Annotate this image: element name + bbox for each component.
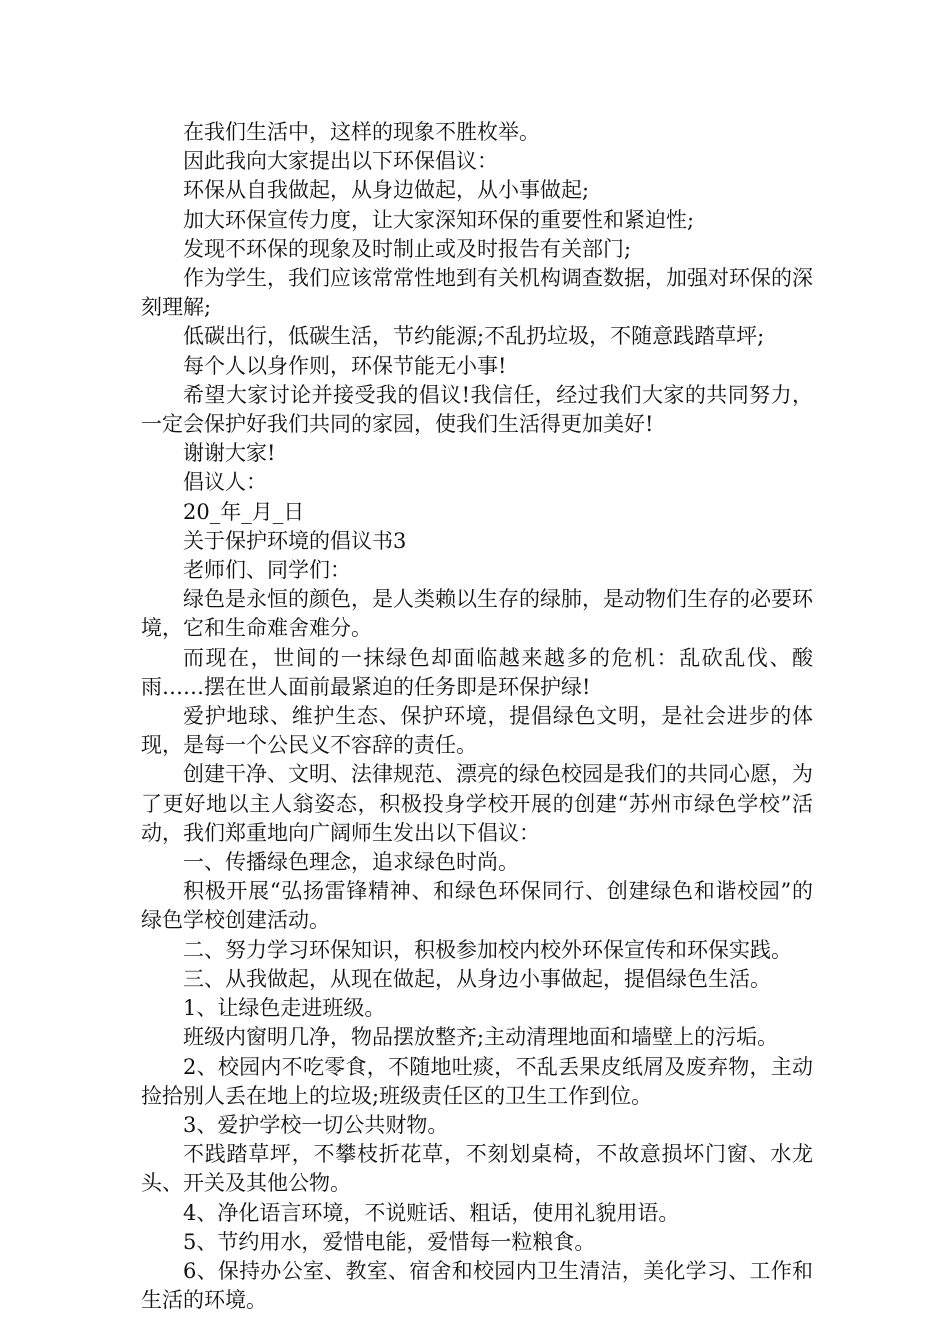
paragraph: 创建干净、文明、法律规范、漂亮的绿色校园是我们的共同心愿，为了更好地以主人翁姿态，积极投身学校开展的创建“苏州市绿色学校”活动，我们郑重地向广阔师生发出以下倡议： — [141, 762, 813, 845]
document-body — [141, 118, 813, 1315]
list-item: 2、校园内不吃零食，不随地吐痰，不乱丢果皮纸屑及废弃物，主动捡拾别人丢在地上的垃圾;班级责任区的卫生工作到位。 — [141, 1054, 813, 1108]
list-item: 5、节约用水，爱惜电能，爱惜每一粒粮食。 — [183, 1229, 596, 1254]
paragraph: 谢谢大家! — [183, 441, 276, 466]
paragraph: 在我们生活中，这样的现象不胜枚举。 — [183, 120, 540, 144]
list-item: 6、保持办公室、教室、宿舍和校园内卫生清洁，美化学习、工作和生活的环境。 — [141, 1258, 813, 1313]
list-heading: 二、努力学习环保知识，积极参加校内校外环保宣传和环保实践。 — [183, 937, 792, 962]
list-item: 1、让绿色走进班级。 — [183, 996, 386, 1021]
list-heading: 三、从我做起，从现在做起，从身边小事做起，提倡绿色生活。 — [183, 966, 771, 991]
paragraph: 绿色是永恒的颜色，是人类赖以生存的绿肺，是动物们生存的必要环境，它和生命难舍难分。 — [141, 587, 813, 641]
list-item: 4、净化语言环境，不说赃话、粗话，使用礼貌用语。 — [183, 1200, 680, 1225]
signature-label: 倡议人： — [183, 470, 267, 495]
list-item: 3、爱护学校一切公共财物。 — [183, 1112, 449, 1137]
paragraph: 而现在，世间的一抹绿色却面临越来越多的危机：乱砍乱伐、酸雨……摆在世人面前最紧迫的任务即是环保护绿! — [141, 645, 813, 699]
paragraph: 低碳出行，低碳生活，节约能源;不乱扔垃圾，不随意践踏草坪; — [183, 324, 765, 349]
paragraph: 爱护地球、维护生态、保护环境，提倡绿色文明，是社会进步的体现，是每一个公民义不容辞的责任。 — [141, 704, 813, 758]
paragraph: 加大环保宣传力度，让大家深知环保的重要性和紧迫性; — [183, 207, 695, 232]
paragraph: 发现不环保的现象及时制止或及时报告有关部门; — [183, 236, 632, 261]
paragraph: 环保从自我做起，从身边做起，从小事做起; — [183, 178, 590, 203]
salutation: 老师们、同学们： — [183, 558, 351, 583]
paragraph: 因此我向大家提出以下环保倡议： — [183, 149, 498, 174]
paragraph: 作为学生，我们应该常常性地到有关机构调查数据，加强对环保的深刻理解; — [141, 266, 813, 320]
list-heading: 一、传播绿色理念，追求绿色时尚。 — [183, 850, 519, 875]
paragraph: 积极开展“弘扬雷锋精神、和绿色环保同行、创建绿色和谐校园”的绿色学校创建活动。 — [141, 879, 813, 933]
section-title: 关于保护环境的倡议书3 — [183, 528, 407, 553]
paragraph: 希望大家讨论并接受我的倡议!我信任，经过我们大家的共同努力，一定会保护好我们共同的家园，使我们生活得更加美好! — [141, 382, 813, 437]
paragraph: 每个人以身作则，环保节能无小事! — [183, 353, 507, 378]
date-line: 20_年_月_日 — [183, 499, 305, 524]
paragraph: 班级内窗明几净，物品摆放整齐;主动清理地面和墙壁上的污垢。 — [183, 1025, 779, 1050]
paragraph: 不践踏草坪，不攀枝折花草，不刻划桌椅，不故意损坏门窗、水龙头、开关及其他公物。 — [141, 1142, 813, 1196]
